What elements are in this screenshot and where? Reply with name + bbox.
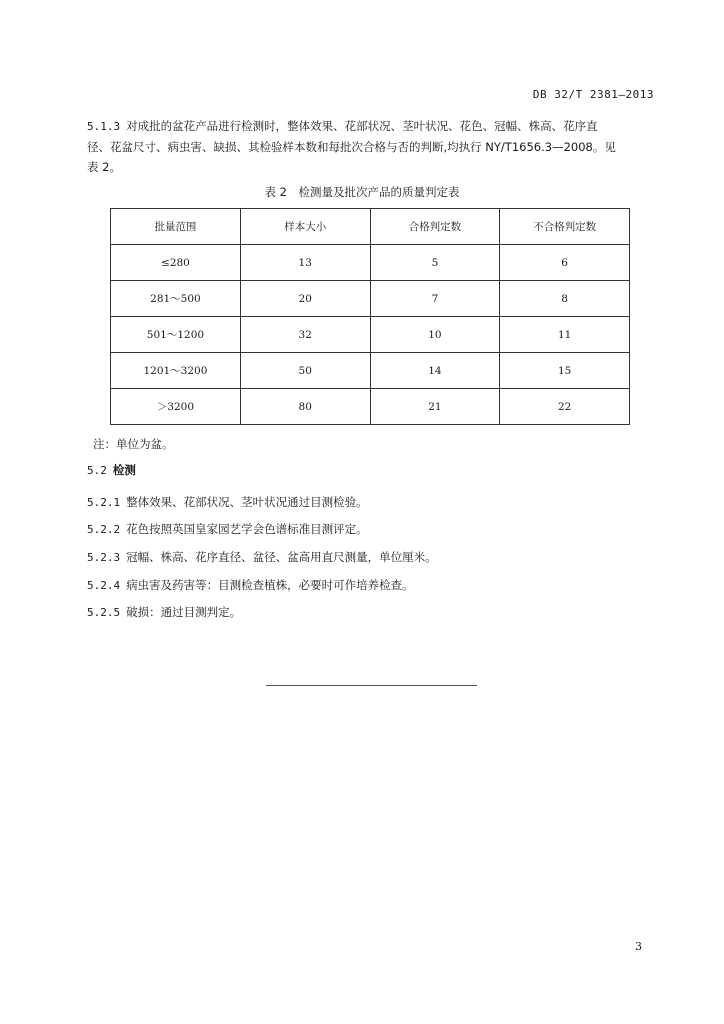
table-cell: 50 — [240, 353, 370, 389]
clause-number: 5.2.5 — [87, 606, 121, 619]
clause-5-2-4 — [87, 577, 414, 593]
table-cell: 8 — [500, 281, 630, 317]
clause-text-line-2: 径、花盆尺寸、病虫害、缺损、其检验样本数和每批次合格与否的判断,均执行 NY/T1656.3—2008。见 — [87, 140, 616, 154]
column-header: 不合格判定数 — [500, 209, 630, 245]
table-cell: 20 — [240, 281, 370, 317]
table-row — [111, 317, 630, 353]
table-row — [111, 389, 630, 425]
table-cell: 22 — [500, 389, 630, 425]
table-cell: 6 — [500, 245, 630, 281]
clause-5-2-5 — [87, 604, 241, 620]
quality-judgement-table — [110, 208, 630, 425]
document-code: DB 32/T 2381—2013 — [532, 88, 654, 101]
table-row — [111, 353, 630, 389]
table-cell: 1201～3200 — [111, 353, 241, 389]
column-header: 合格判定数 — [370, 209, 500, 245]
clause-text: 整体效果、花部状况、茎叶状况通过目测检验。 — [126, 495, 368, 509]
page-number: 3 — [635, 940, 642, 953]
section-5-2-heading — [87, 462, 136, 478]
table-header-row — [111, 209, 630, 245]
clause-text-line-1: 对成批的盆花产品进行检测时，整体效果、花部状况、茎叶状况、花色、冠幅、株高、花序直 — [126, 119, 598, 133]
table-cell: 10 — [370, 317, 500, 353]
clause-number: 5.1.3 — [87, 120, 121, 133]
clause-5-1-3 — [87, 116, 659, 177]
table-cell: 13 — [240, 245, 370, 281]
clause-number: 5.2.2 — [87, 523, 121, 536]
table-row — [111, 245, 630, 281]
table-cell: 21 — [370, 389, 500, 425]
table-cell: 501～1200 — [111, 317, 241, 353]
clause-text: 病虫害及药害等：目测检查植株，必要时可作培养检查。 — [126, 578, 414, 592]
clause-5-2-2 — [87, 521, 368, 537]
table-cell: 11 — [500, 317, 630, 353]
table-cell: ＞3200 — [111, 389, 241, 425]
clause-number: 5.2.4 — [87, 579, 121, 592]
end-of-document-rule — [266, 685, 477, 686]
clause-text: 冠幅、株高、花序直径、盆径、盆高用直尺测量，单位厘米。 — [126, 550, 437, 564]
table-cell: 15 — [500, 353, 630, 389]
section-number: 5.2 — [87, 464, 107, 477]
table-cell: 14 — [370, 353, 500, 389]
table-caption: 表 2 检测量及批次产品的质量判定表 — [264, 185, 460, 199]
table-cell: 7 — [370, 281, 500, 317]
clause-text: 破损：通过目测判定。 — [126, 605, 242, 619]
clause-text: 花色按照英国皇家园艺学会色谱标准目测评定。 — [126, 522, 368, 536]
table-note: 注：单位为盆。 — [93, 437, 174, 451]
table-cell: ≤280 — [111, 245, 241, 281]
table-cell: 32 — [240, 317, 370, 353]
section-title: 检测 — [112, 463, 136, 477]
table-cell: 80 — [240, 389, 370, 425]
column-header: 批量范围 — [111, 209, 241, 245]
clause-text-line-3: 表 2。 — [87, 160, 121, 174]
table-cell: 5 — [370, 245, 500, 281]
clause-5-2-1 — [87, 494, 368, 510]
table-row — [111, 281, 630, 317]
column-header: 样本大小 — [240, 209, 370, 245]
table-cell: 281～500 — [111, 281, 241, 317]
clause-number: 5.2.1 — [87, 496, 121, 509]
clause-5-2-3 — [87, 549, 437, 565]
clause-number: 5.2.3 — [87, 551, 121, 564]
